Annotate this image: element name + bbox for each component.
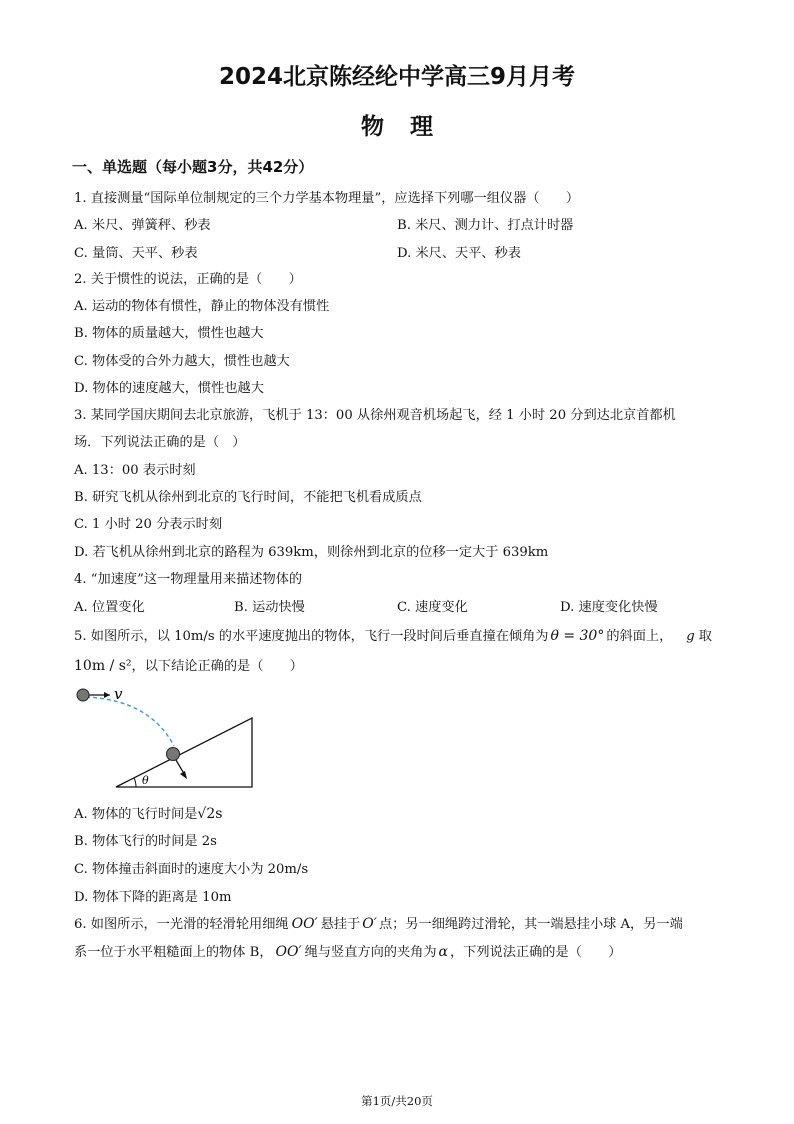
q6-text-2b: 绳与竖直方向的夹角为 (304, 945, 437, 960)
q6-stem-line2 (74, 941, 621, 960)
q5-option-a-text: A. 物体的飞行时间是 (74, 807, 198, 822)
section-heading: 一、单选题（每小题3分，共42分） (72, 158, 314, 176)
page-footer: 第1页/共20页 (361, 1094, 433, 1108)
q4-option-a: A. 位置变化 (74, 600, 145, 615)
theta-label: θ (142, 774, 149, 787)
q2-option-d: D. 物体的速度越大，惯性也越大 (74, 381, 264, 396)
q5-figure (70, 680, 270, 792)
q5-g-symbol: g (686, 629, 695, 644)
q1-option-b: B. 米尺、测力计、打点计时器 (397, 218, 574, 233)
q6-alpha-symbol: α (438, 944, 448, 960)
q5-stem-line2 (74, 655, 303, 674)
q3-option-c: C. 1 小时 20 分表示时刻 (74, 517, 223, 532)
q3-option-b: B. 研究飞机从徐州到北京的飞行时间，不能把飞机看成质点 (74, 490, 422, 505)
q1-option-d: D. 米尺、天平、秒表 (397, 246, 521, 261)
q5-option-c: C. 物体撞击斜面时的速度大小为 20m/s (74, 862, 309, 877)
q4-option-b: B. 运动快慢 (234, 600, 305, 615)
q5-qu: 取 (698, 629, 712, 644)
q3-option-d: D. 若飞机从徐州到北京的路程为 639km，则徐州到北京的位移一定大于 639km (74, 545, 549, 560)
q5-accel: 10m / s² (74, 658, 132, 674)
q6-text-2c: ，下列说法正确的是（ ） (450, 945, 622, 960)
q5-option-a (74, 803, 222, 822)
q3-stem-line2: 场．下列说法正确的是（ ） (74, 435, 246, 450)
q5-stem-text-b: 的斜面上， (606, 629, 673, 644)
q5-option-a-value: √2s (197, 806, 223, 822)
trajectory-arc (86, 697, 174, 746)
q1-option-a: A. 米尺、弹簧秤、秒表 (74, 218, 211, 233)
q5-stem-line1 (74, 625, 712, 644)
q5-stem-text: 5. 如图所示，以 10m/s 的水平速度抛出的物体，飞行一段时间后垂直撞在倾角为 (74, 629, 549, 644)
q5-stem-text-2: ，以下结论正确的是（ ） (131, 659, 303, 674)
q4-stem: 4. “加速度”这一物理量用来描述物体的 (74, 572, 303, 587)
q5-option-b: B. 物体飞行的时间是 2s (74, 834, 217, 849)
angle-arc (134, 778, 136, 787)
q6-text-2a: 系一位于水平粗糙面上的物体 B， (74, 945, 273, 960)
q6-oo-symbol-2: OO′ (275, 944, 302, 960)
q6-oo-symbol: OO′ (291, 916, 318, 932)
velocity-label: v (114, 685, 123, 703)
q5-option-d: D. 物体下降的距离是 10m (74, 890, 232, 905)
q6-stem-line1 (74, 913, 683, 932)
q2-option-c: C. 物体受的合外力越大，惯性也越大 (74, 354, 290, 369)
q4-option-c: C. 速度变化 (397, 600, 468, 615)
exam-title: 2024北京陈经纶中学高三9月月考 (218, 64, 576, 90)
q3-stem-line1: 3. 某同学国庆期间去北京旅游，飞机于 13：00 从徐州观音机场起飞，经 1 小时 20 分到达北京首都机 (74, 408, 676, 423)
q6-text-1a: 6. 如图所示，一光滑的轻滑轮用细绳 (74, 917, 289, 932)
q2-option-a: A. 运动的物体有惯性，静止的物体没有惯性 (74, 299, 330, 314)
q6-o-symbol: O′ (362, 916, 377, 932)
subject-title: 物理 (361, 114, 459, 140)
start-ball (77, 689, 89, 701)
q4-option-d: D. 速度变化快慢 (560, 600, 658, 615)
q5-angle-formula: θ = 30° (550, 628, 605, 644)
q6-text-1b: 悬挂于 (320, 917, 361, 932)
q2-option-b: B. 物体的质量越大，惯性也越大 (74, 326, 264, 341)
q6-text-1c: 点；另一细绳跨过滑轮，其一端悬挂小球 A，另一端 (378, 917, 683, 932)
impact-ball (167, 748, 180, 761)
q1-stem: 1. 直接测量“国际单位制规定的三个力学基本物理量”，应选择下列哪一组仪器（ ） (74, 191, 580, 206)
q1-option-c: C. 量筒、天平、秒表 (74, 246, 198, 261)
q3-option-a: A. 13：00 表示时刻 (74, 463, 196, 478)
q2-stem: 2. 关于惯性的说法，正确的是（ ） (74, 272, 302, 287)
